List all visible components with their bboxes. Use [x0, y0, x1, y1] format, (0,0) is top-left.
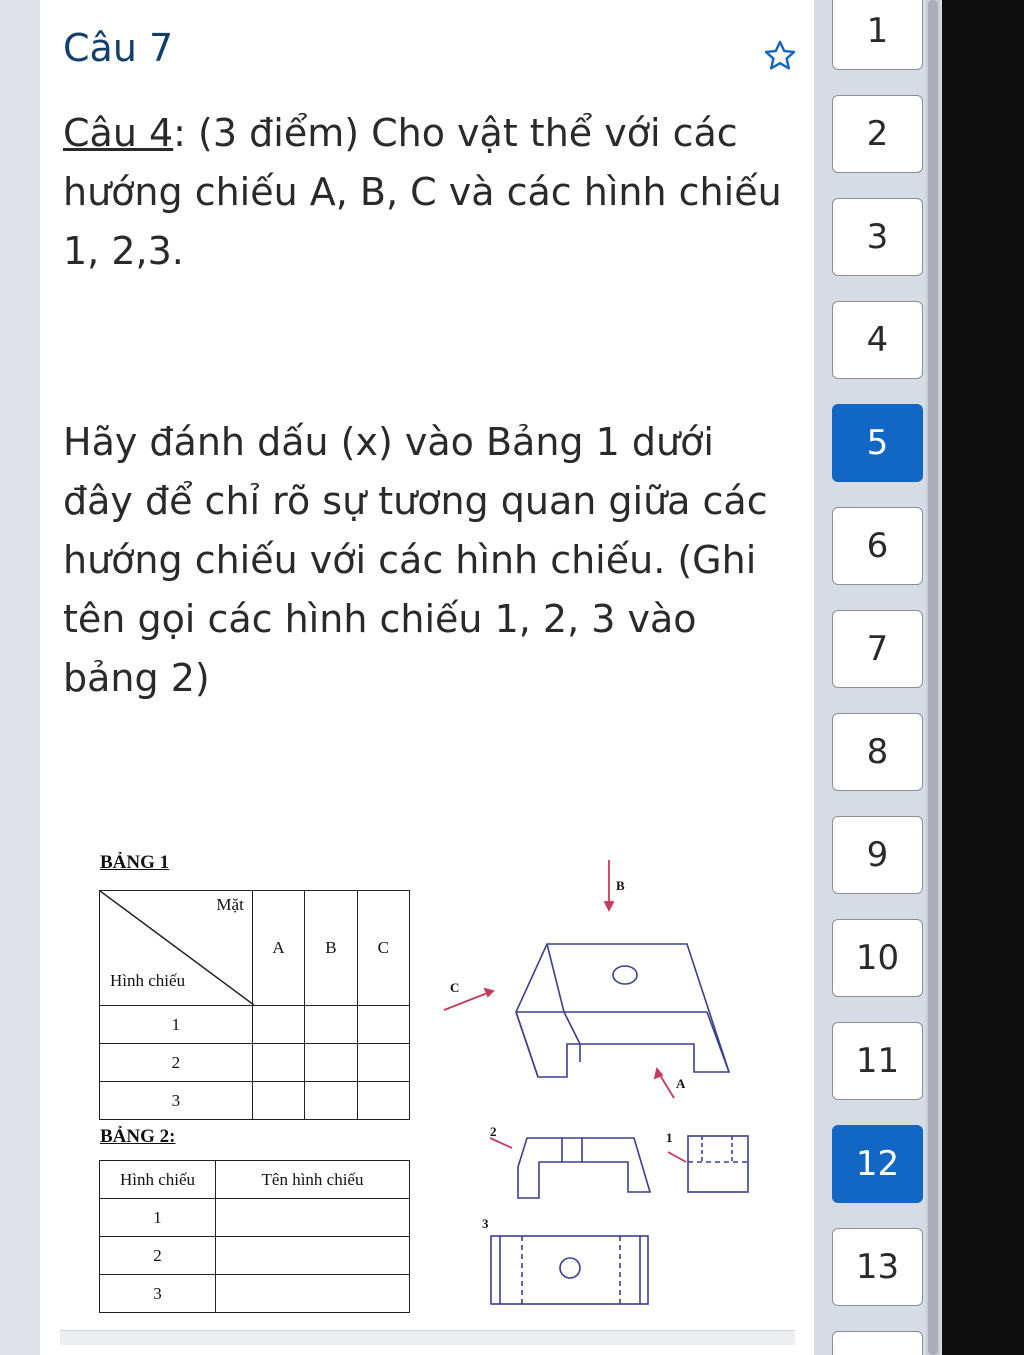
object-isometric: [516, 944, 729, 1077]
bookmark-star-button[interactable]: [762, 38, 798, 74]
table2-title: BẢNG 2:: [100, 1126, 176, 1147]
question-intro-text: : (3 điểm) Cho vật thể với các hướng chiếu A, B, C và các hình chiếu 1, 2,3.: [63, 111, 782, 273]
nav-question-next[interactable]: [832, 1331, 923, 1355]
table2-row-label: 3: [100, 1275, 216, 1313]
arrow-1-icon: [668, 1152, 686, 1162]
question-label: Câu 4: [63, 111, 174, 155]
question-intro: [63, 104, 793, 281]
table2-row-label: 2: [100, 1237, 216, 1275]
table1-header-face: Mặt: [216, 895, 244, 914]
nav-question-13[interactable]: 13: [832, 1228, 923, 1306]
question-title: Câu 7: [63, 26, 174, 70]
nav-question-11[interactable]: 11: [832, 1022, 923, 1100]
nav-question-9[interactable]: 9: [832, 816, 923, 894]
table1-title: BẢNG 1: [100, 852, 170, 873]
arrow-2-icon: [490, 1138, 512, 1148]
nav-question-6[interactable]: 6: [832, 507, 923, 585]
table1-row-label: 2: [100, 1044, 253, 1082]
view-1-label: 1: [666, 1130, 673, 1145]
table1-row-label: 1: [100, 1006, 253, 1044]
table1-col-c: C: [357, 891, 409, 1006]
table1-row-label: 3: [100, 1082, 253, 1120]
table2-row-label: 1: [100, 1199, 216, 1237]
question-image: [60, 822, 800, 1352]
arrow-c-label: C: [450, 980, 460, 995]
view-2-label: 2: [490, 1124, 497, 1139]
nav-question-4[interactable]: 4: [832, 301, 923, 379]
nav-question-10[interactable]: 10: [832, 919, 923, 997]
star-icon: [762, 38, 798, 74]
view-3-label: 3: [482, 1216, 489, 1231]
nav-question-8[interactable]: 8: [832, 713, 923, 791]
nav-question-2[interactable]: 2: [832, 95, 923, 173]
nav-question-12[interactable]: 12: [832, 1125, 923, 1203]
view-2-drawing: [518, 1138, 650, 1198]
table1-col-b: B: [305, 891, 357, 1006]
nav-question-7[interactable]: 7: [832, 610, 923, 688]
table1-col-a: A: [252, 891, 304, 1006]
arrow-a-label: A: [676, 1076, 686, 1091]
view-3-drawing: [491, 1236, 648, 1304]
table1-header-view: Hình chiếu: [110, 971, 186, 990]
scrollbar-thumb[interactable]: [928, 0, 938, 1355]
table2-header-name: Tên hình chiếu: [216, 1161, 410, 1199]
view-1-drawing: [688, 1136, 748, 1192]
nav-question-1[interactable]: 1: [832, 0, 923, 70]
nav-question-3[interactable]: 3: [832, 198, 923, 276]
table2-header-view: Hình chiếu: [100, 1161, 216, 1199]
question-instruction: Hãy đánh dấu (x) vào Bảng 1 dưới đây để chỉ rõ sự tương quan giữa các hướng chiếu với các hình chiếu. (Ghi tên gọi các hình chiếu 1, 2, 3 vào bảng 2): [63, 420, 768, 700]
image-scroll-bar: [60, 1330, 795, 1345]
arrow-b-label: B: [616, 878, 625, 893]
nav-question-5[interactable]: 5: [832, 404, 923, 482]
technical-drawing: [60, 822, 800, 1352]
left-margin: [0, 0, 40, 1355]
